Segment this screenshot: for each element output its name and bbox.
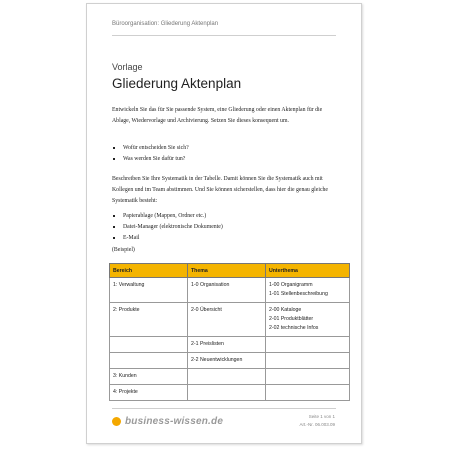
outline-table — [109, 263, 350, 401]
table-cell — [110, 353, 188, 369]
table-cell: 2: Produkte — [110, 303, 188, 337]
table-row — [110, 278, 350, 303]
tools-list — [112, 211, 341, 244]
table-cell — [266, 369, 350, 385]
table-cell: 1-0 Organisation — [188, 278, 266, 303]
list-item: E-Mail — [112, 233, 341, 244]
document-subtitle: Vorlage — [112, 62, 143, 72]
article-number: Art.-Nr. 06.003.09 — [299, 422, 335, 427]
column-header: Thema — [188, 264, 266, 278]
list-item: Datei-Manager (elektronische Dokumente) — [112, 222, 341, 233]
logo-dot-icon — [112, 417, 121, 426]
list-item: Was werden Sie dafür tun? — [112, 154, 341, 165]
table-cell: 1-00 Organigramm 1-01 Stellenbeschreibung — [266, 278, 350, 303]
table-row — [110, 303, 350, 337]
intro-paragraph: Entwickeln Sie das für Sie passende System, eine Gliederung oder einen Aktenplan für die Ablage, Wiedervorlage und Archivierung. Setzen Sie dieses konsequent um. — [112, 107, 323, 124]
header-divider — [112, 35, 336, 36]
table-row — [110, 353, 350, 369]
document-title: Gliederung Aktenplan — [112, 76, 242, 91]
column-header: Bereich — [110, 264, 188, 278]
table-row — [110, 369, 350, 385]
table-cell — [188, 385, 266, 401]
logo-text: business-wissen.de — [125, 416, 224, 427]
table-cell — [188, 369, 266, 385]
document-page — [86, 3, 362, 444]
table-cell: 3: Kunden — [110, 369, 188, 385]
table-cell — [266, 385, 350, 401]
table-cell: 2-0 Übersicht — [188, 303, 266, 337]
questions-list — [112, 143, 341, 165]
page-header: Büroorganisation: Gliederung Aktenplan — [112, 21, 219, 27]
table-cell: 4: Projekte — [110, 385, 188, 401]
list-item: Wofür entscheiden Sie sich? — [112, 143, 341, 154]
example-label: (Beispiel) — [112, 247, 135, 253]
column-header: Unterthema — [266, 264, 350, 278]
table-cell: 1: Verwaltung — [110, 278, 188, 303]
table-row — [110, 385, 350, 401]
description-paragraph: Beschreiben Sie Ihre Systematik in der Tabelle. Damit können Sie die Systematik auch mit Kollegen und im Team abstimmen. Und Sie können sicherstellen, dass hier die genau gleiche Systematik besteht: — [112, 176, 329, 204]
table-cell — [110, 337, 188, 353]
table-cell: 2-1 Preislisten — [188, 337, 266, 353]
footer-divider — [112, 408, 336, 409]
table-row — [110, 337, 350, 353]
page-number: Seite 1 von 1 — [308, 414, 335, 419]
table-cell — [266, 337, 350, 353]
table-cell: 2-2 Neuentwicklungen — [188, 353, 266, 369]
table-cell: 2-00 Kataloge 2-01 Produktblätter 2-02 technische Infos — [266, 303, 350, 337]
table-header-row — [110, 264, 350, 278]
list-item: Papierablage (Mappen, Ordner etc.) — [112, 211, 341, 222]
table-cell — [266, 353, 350, 369]
business-wissen-logo — [112, 416, 223, 427]
